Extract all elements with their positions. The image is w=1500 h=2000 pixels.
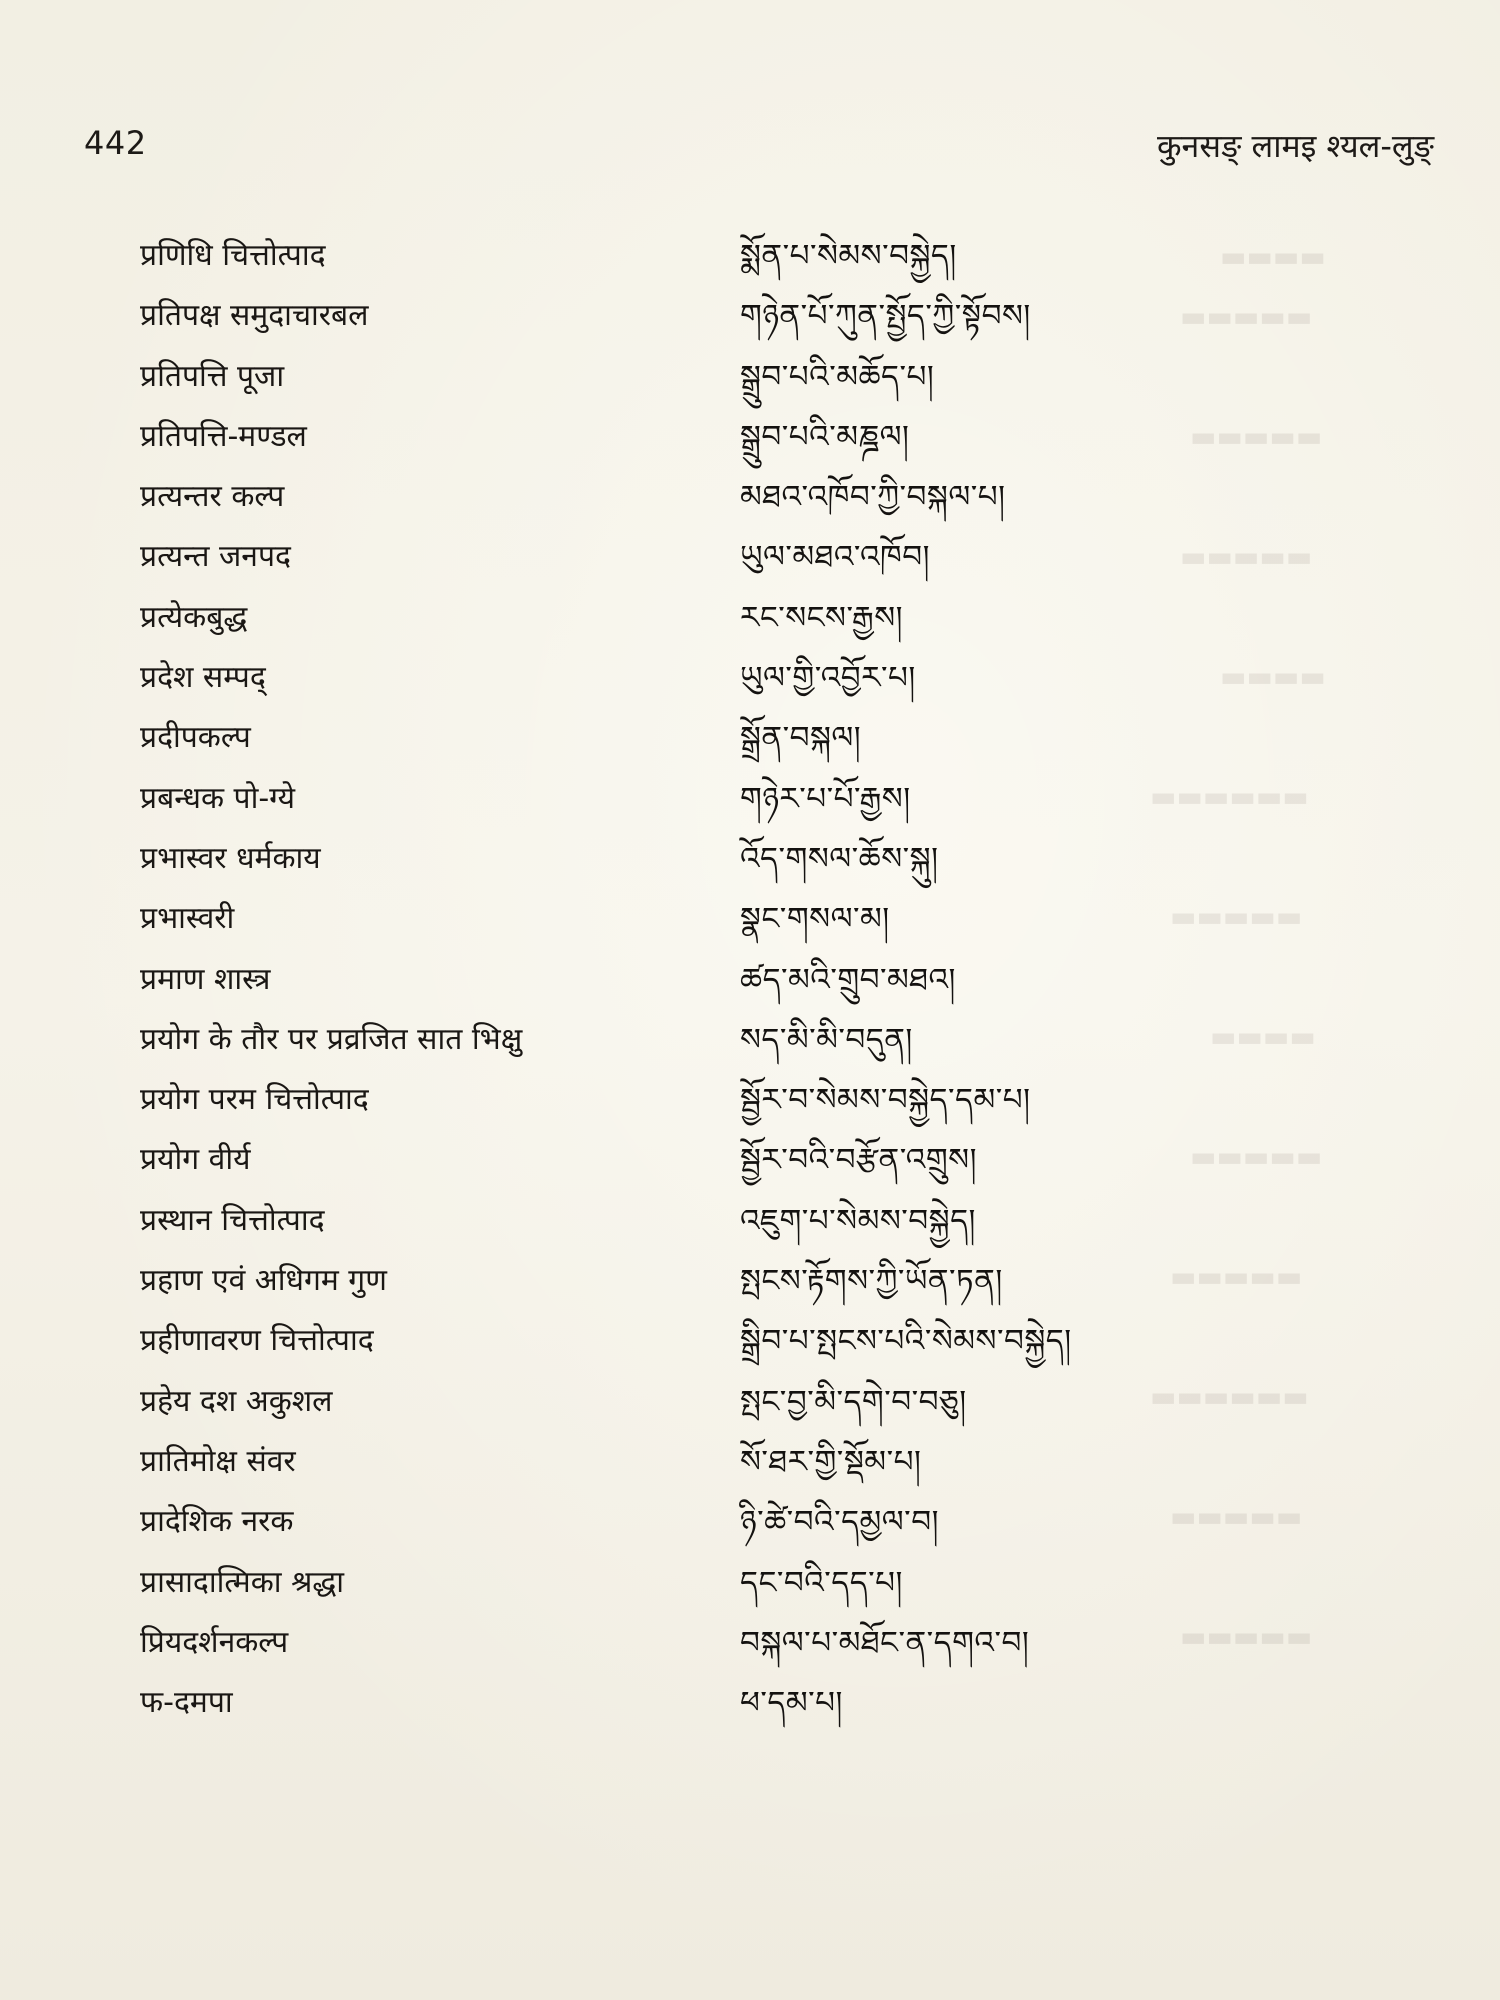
sanskrit-hindi-term: फ-दमपा — [140, 1685, 233, 1721]
sanskrit-hindi-term: प्रहेय दश अकुशल — [140, 1383, 333, 1419]
sanskrit-hindi-term: प्रतिपक्ष समुदाचारबल — [140, 298, 369, 334]
sanskrit-hindi-term: प्रियदर्शनकल्प — [140, 1624, 289, 1660]
tibetan-equivalent: སོ་ཐར་གྱི་སྡོམ་པ། — [740, 1443, 922, 1480]
show-through-decoration: ▬▬▬▬▬ — [1180, 540, 1313, 573]
glossary-entry — [140, 654, 1460, 714]
running-header-title: कुनसङ् लामइ श्यल-लुङ् — [1156, 127, 1434, 165]
glossary-entry — [140, 353, 1460, 413]
glossary-list — [140, 232, 1460, 1739]
tibetan-equivalent: ཚད་མའི་གྲུབ་མཐའ། — [740, 961, 956, 998]
glossary-entry — [140, 594, 1460, 654]
glossary-entry — [140, 1438, 1460, 1498]
show-through-decoration: ▬▬▬▬ — [1220, 660, 1326, 693]
show-through-decoration: ▬▬▬▬▬ — [1180, 300, 1313, 333]
tibetan-equivalent: ཡུལ་གྱི་འབྱོར་པ། — [740, 660, 916, 697]
tibetan-equivalent: སྒྲུབ་པའི་མཆོད་པ། — [740, 358, 935, 395]
tibetan-equivalent: སྤངས་རྟོགས་ཀྱི་ཡོན་ཏན། — [740, 1263, 1003, 1300]
show-through-decoration: ▬▬▬▬▬ — [1170, 1260, 1303, 1293]
tibetan-equivalent: འོད་གསལ་ཆོས་སྐུ། — [740, 840, 939, 877]
glossary-entry — [140, 895, 1460, 955]
tibetan-equivalent: བསྐལ་པ་མཐོང་ན་དགའ་བ། — [740, 1624, 1030, 1661]
tibetan-equivalent: གཉེན་པོ་ཀུན་སྤྱོད་ཀྱི་སྟོབས། — [740, 298, 1031, 335]
glossary-entry — [140, 1317, 1460, 1377]
glossary-entry — [140, 835, 1460, 895]
glossary-entry — [140, 1257, 1460, 1317]
sanskrit-hindi-term: प्रतिपत्ति-मण्डल — [140, 418, 307, 454]
sanskrit-hindi-term: प्रभास्वरी — [140, 901, 235, 937]
tibetan-equivalent: གཉེར་པ་པོ་རྒྱས། — [740, 780, 911, 817]
show-through-decoration: ▬▬▬▬ — [1220, 240, 1326, 273]
tibetan-equivalent: སྦྱོར་བ་སེམས་བསྐྱེད་དམ་པ། — [740, 1082, 1031, 1119]
show-through-decoration: ▬▬▬▬▬ — [1170, 1500, 1303, 1533]
sanskrit-hindi-term: प्रत्यन्तर कल्प — [140, 479, 285, 515]
sanskrit-hindi-term: प्रहीणावरण चित्तोत्पाद — [140, 1323, 374, 1359]
tibetan-equivalent: སྒྲུབ་པའི་མཎྜལ། — [740, 418, 910, 455]
glossary-entry — [140, 413, 1460, 473]
sanskrit-hindi-term: प्रबन्धक पो-ग्ये — [140, 780, 296, 816]
glossary-entry — [140, 1076, 1460, 1136]
tibetan-equivalent: དང་བའི་དད་པ། — [740, 1564, 903, 1601]
glossary-entry — [140, 1016, 1460, 1076]
glossary-entry — [140, 1197, 1460, 1257]
show-through-decoration: ▬▬▬▬▬ — [1180, 1620, 1313, 1653]
sanskrit-hindi-term: प्रणिधि चित्तोत्पाद — [140, 238, 326, 273]
show-through-decoration: ▬▬▬▬▬ — [1190, 420, 1323, 453]
show-through-decoration: ▬▬▬▬▬▬ — [1150, 780, 1309, 813]
sanskrit-hindi-term: प्रमाण शास्त्र — [140, 961, 271, 997]
tibetan-equivalent: རང་སངས་རྒྱས། — [740, 599, 904, 636]
tibetan-equivalent: འཇུག་པ་སེམས་བསྐྱེད། — [740, 1202, 976, 1239]
sanskrit-hindi-term: प्रासादात्मिका श्रद्धा — [140, 1564, 345, 1600]
sanskrit-hindi-term: प्रतिपत्ति पूजा — [140, 358, 285, 394]
sanskrit-hindi-term: प्रातिमोक्ष संवर — [140, 1443, 296, 1479]
sanskrit-hindi-term: प्रहाण एवं अधिगम गुण — [140, 1263, 387, 1299]
tibetan-equivalent: སྒྲོན་བསྐལ། — [740, 720, 862, 757]
glossary-entry — [140, 1136, 1460, 1196]
glossary-entry — [140, 1498, 1460, 1558]
glossary-entry — [140, 956, 1460, 1016]
sanskrit-hindi-term: प्रदीपकल्प — [140, 720, 251, 756]
tibetan-equivalent: ཕ་དམ་པ། — [740, 1685, 843, 1722]
show-through-decoration: ▬▬▬▬▬▬ — [1150, 1380, 1309, 1413]
sanskrit-hindi-term: प्रादेशिक नरक — [140, 1504, 294, 1540]
tibetan-equivalent: སད་མི་མི་བདུན། — [740, 1021, 913, 1058]
tibetan-equivalent: སྤང་བྱ་མི་དགེ་བ་བཅུ། — [740, 1383, 967, 1420]
sanskrit-hindi-term: प्रयोग के तौर पर प्रव्रजित सात भिक्षु — [140, 1021, 523, 1057]
tibetan-equivalent: ཡུལ་མཐའ་འཁོབ། — [740, 539, 930, 576]
sanskrit-hindi-term: प्रत्येकबुद्ध — [140, 599, 248, 635]
page-number: 442 — [84, 124, 147, 162]
glossary-entry — [140, 775, 1460, 835]
glossary-entry — [140, 1679, 1460, 1739]
glossary-entry — [140, 533, 1460, 593]
glossary-entry — [140, 232, 1460, 292]
sanskrit-hindi-term: प्रत्यन्त जनपद — [140, 539, 291, 575]
sanskrit-hindi-term: प्रस्थान चित्तोत्पाद — [140, 1202, 325, 1238]
show-through-decoration: ▬▬▬▬▬ — [1170, 900, 1303, 933]
tibetan-equivalent: སྦྱོར་བའི་བརྩོན་འགྲུས། — [740, 1142, 977, 1179]
sanskrit-hindi-term: प्रदेश सम्पद् — [140, 660, 266, 696]
sanskrit-hindi-term: प्रयोग परम चित्तोत्पाद — [140, 1082, 369, 1118]
tibetan-equivalent: མཐའ་འཁོབ་ཀྱི་བསྐལ་པ། — [740, 479, 1006, 516]
sanskrit-hindi-term: प्रयोग वीर्य — [140, 1142, 251, 1178]
glossary-entry — [140, 1559, 1460, 1619]
tibetan-equivalent: སྨོན་པ་སེམས་བསྐྱེད། — [740, 238, 957, 274]
sanskrit-hindi-term: प्रभास्वर धर्मकाय — [140, 840, 321, 876]
tibetan-equivalent: ཉི་ཚེ་བའི་དམྱལ་བ། — [740, 1504, 939, 1541]
glossary-entry — [140, 1619, 1460, 1679]
tibetan-equivalent: སྣང་གསལ་མ། — [740, 901, 890, 938]
show-through-decoration: ▬▬▬▬ — [1210, 1020, 1316, 1053]
tibetan-equivalent: སྒྲིབ་པ་སྤངས་པའི་སེམས་བསྐྱེད། — [740, 1323, 1072, 1360]
glossary-entry — [140, 292, 1460, 352]
glossary-entry — [140, 714, 1460, 774]
show-through-decoration: ▬▬▬▬▬ — [1190, 1140, 1323, 1173]
glossary-entry — [140, 1378, 1460, 1438]
glossary-entry — [140, 473, 1460, 533]
